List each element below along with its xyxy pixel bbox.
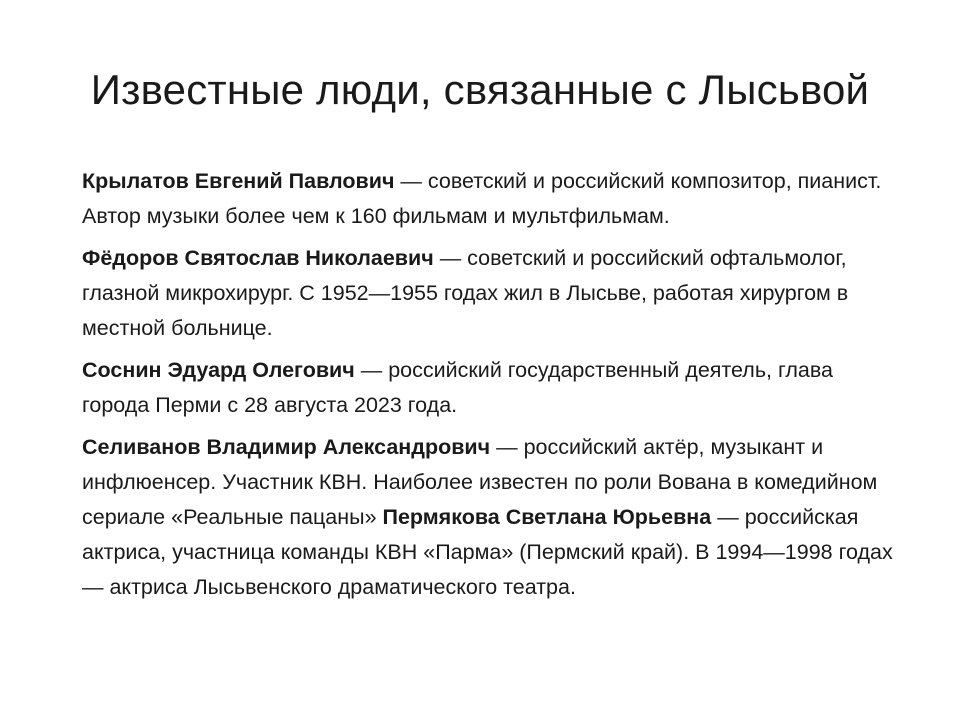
entry-sosnin <box>82 353 894 423</box>
entry-text: — советский и российский офтальмолог, глазной микрохирург. С 1952—1955 годах жил в Лысьве, работая хирургом в местной больнице. <box>82 246 849 340</box>
slide-content <box>82 164 894 612</box>
entry-text: — российский государственный деятель, глава города Перми с 28 августа 2023 года. <box>82 358 833 417</box>
entry-text: — советский и российский композитор, пианист. Автор музыки более чем к 160 фильмам и мультфильмам. <box>82 169 882 228</box>
entry-krylatov <box>82 164 894 234</box>
entry-name: Селиванов Владимир Александрович <box>82 435 491 459</box>
entry-name: Крылатов Евгений Павлович <box>82 169 395 193</box>
entry-selivanov-permyakova <box>82 430 894 605</box>
entry-name: Фёдоров Святослав Николаевич <box>82 246 434 270</box>
entry-fedorov <box>82 241 894 346</box>
entry-name: Соснин Эдуард Олегович <box>82 358 355 382</box>
entry-text: — российский актёр, музыкант и инфлюенсер. Участник КВН. Наиболее известен по роли Вована в комедийном сериале «Реальные пацаны» <box>82 435 878 529</box>
entry-name-second: Пермякова Светлана Юрьевна <box>382 505 712 529</box>
entry-text-second: — российская актриса, участница команды КВН «Парма» (Пермский край). В 1994—1998 годах — актриса Лысьвенского драматического театра. <box>82 505 893 599</box>
slide-title: Известные люди, связанные с Лысьвой <box>90 66 870 113</box>
